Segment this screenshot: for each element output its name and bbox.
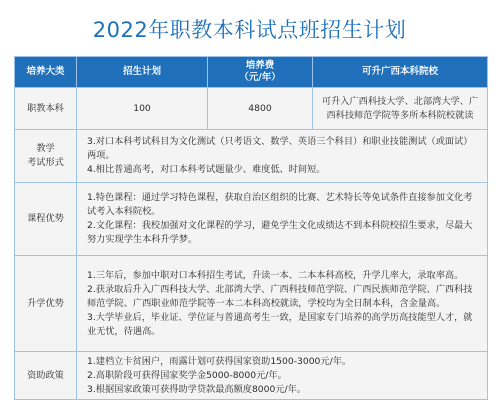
course-advantage-line-1: 1.特色课程：通过学习特色课程，获取自治区组织的比赛、艺术特长等免试条件直接参加文化考试考入本科院校。 [87,192,473,217]
exam-label-line2: 考试形式 [27,157,64,168]
course-advantage-label: 课程优势 [15,183,77,256]
table-row-aid [15,352,488,400]
exam-label [15,130,77,183]
exam-content [77,130,488,183]
promotion-label: 升学优势 [15,256,77,352]
table-row-exam [15,130,488,183]
exam-label-line1: 教学 [36,143,55,154]
category-cell: 职教本科 [15,88,77,130]
header-category: 培养大类 [15,57,77,88]
header-plan: 招生计划 [77,57,208,88]
table-row-major [15,88,488,130]
table-header-row [15,57,488,88]
aid-line-2: 2.高职阶段可获得国家奖学金5000-8000元/年。 [87,369,287,381]
course-advantage-line-2: 2.文化课程：我校加强对文化课程的学习，避免学生文化成绩达不到本科院校招生要求，尽最大努力实现学生本科升学梦。 [87,220,473,245]
header-universities: 可升广西本科院校 [313,57,488,88]
header-fee [208,57,313,88]
table-row-course-advantage [15,183,488,256]
aid-content [77,352,488,400]
enrollment-plan-table [14,56,488,400]
fee-cell: 4800 [208,88,313,130]
page-title: 2022年职教本科试点班招生计划 [92,18,407,42]
header-fee-line1: 培养费 [245,60,275,71]
aid-label: 资助政策 [15,352,77,400]
table-row-promotion [15,256,488,352]
exam-line-1: 3.对口本科考试科目为文化测试（只考语文、数学、英语三个科目）和职业技能测试（或面试）两项。 [87,136,473,161]
promotion-line-3: 3.大学毕业后，毕业证、学位证与普通高考生一致，是国家专门培养的高学历高技能型人才，就业无忧，待遇高。 [87,311,473,337]
aid-line-1: 1.建档立卡贫困户，雨露计划可获得国家资助1500-3000元/年。 [87,355,352,367]
course-advantage-content [77,183,488,256]
header-fee-line2: （元/年） [239,72,281,83]
universities-cell: 可升入广西科技大学、北部湾大学、广西科技师范学院等多所本科院校就读 [313,88,488,130]
promotion-line-1: 1.三年后，参加中职对口本科招生考试，升读一本、二本本科高校，升学几率大，录取率高。 [87,269,464,281]
promotion-content [77,256,488,352]
exam-line-2: 4.相比普通高考，对口本科考试题量少、难度低、时间短。 [87,164,326,175]
aid-line-3: 3.根据国家政策可获得助学贷款最高额度8000元/年。 [87,383,306,395]
plan-cell: 100 [77,88,208,130]
promotion-line-2: 2.获录取后升入广西科技大学、北部湾大学、广西科技师范学院、广西民族师范学院、广西科技师范学院、广西职业师范学院等一本二本科高校就读，学校均为全日制本科，含金量高。 [87,283,473,309]
